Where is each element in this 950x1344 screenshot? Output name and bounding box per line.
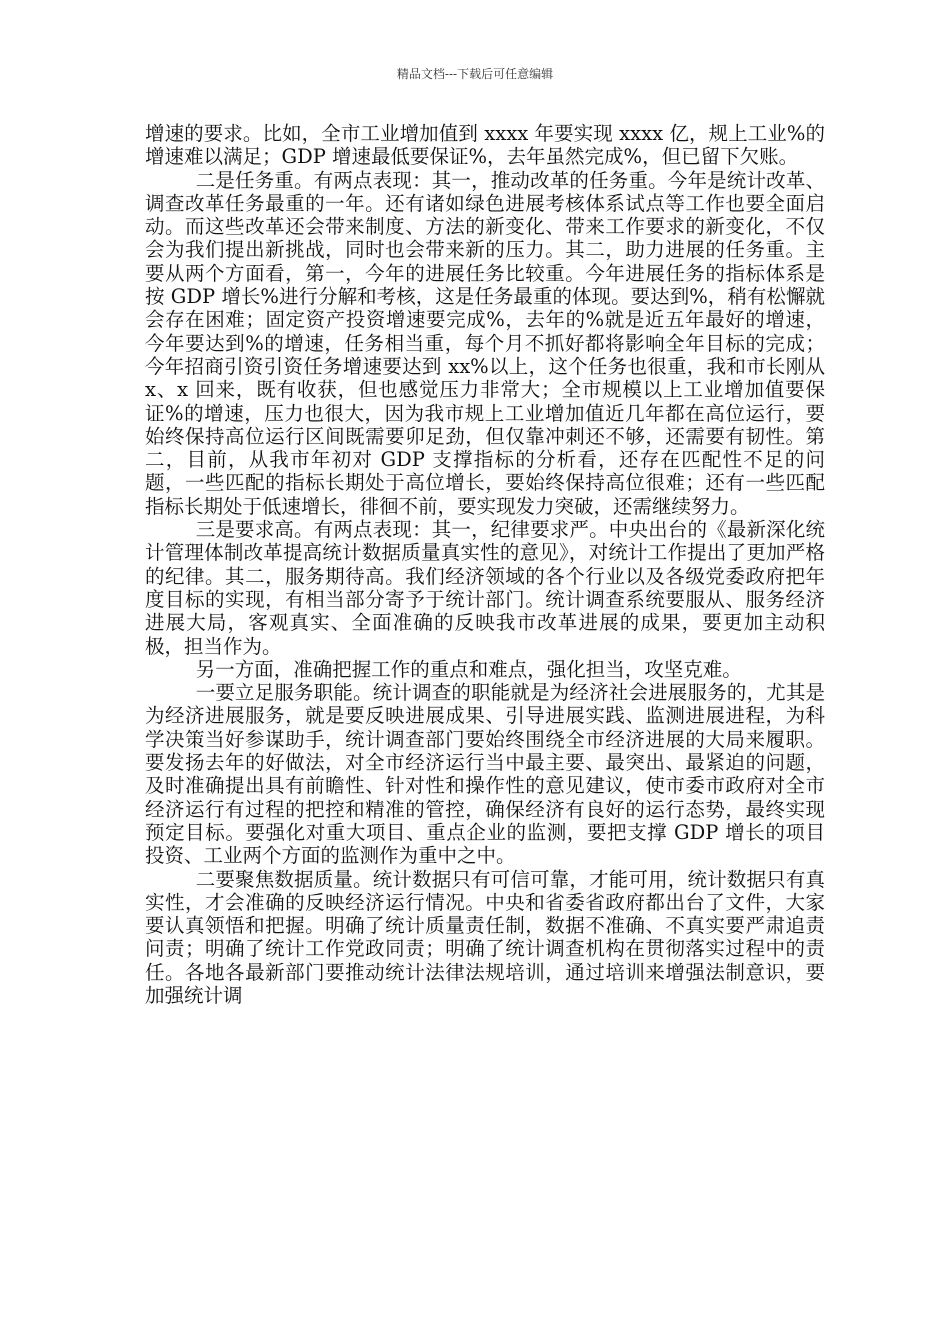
page-header: 精品文档---下载后可任意编辑 [396,67,554,81]
paragraph-6: 二要聚焦数据质量。统计数据只有可信可靠，才能可用，统计数据只有真实性，才会准确的反映经济运行情况。中央和省委省政府都出台了文件，大家要认真领悟和把握。明确了统计质量责任制，数据不准确、不真实要严肃追责问责；明确了统计工作党政同责；明确了统计调查机构在贯彻落实过程中的责任。各地各最新部门要推动统计法律法规培训，通过培训来增强法制意识，要加强统计调 [145,867,825,1007]
paragraph-5: 一要立足服务职能。统计调查的职能就是为经济社会进展服务的，尤其是为经济进展服务，就是要反映进展成果、引导进展实践、监测进展进程，为科学决策当好参谋助手，统计调查部门要始终围绕全市经济进展的大局来履职。要发扬去年的好做法，对全市经济运行当中最主要、最突出、最紧迫的问题，及时准确提出具有前瞻性、针对性和操作性的意见建议，使市委市政府对全市经济运行有过程的把控和精准的管控，确保经济有良好的运行态势，最终实现预定目标。要强化对重大项目、重点企业的监测，要把支撑 GDP 增长的项目投资、工业两个方面的监测作为重中之中。 [145,681,825,868]
paragraph-4: 另一方面，准确把握工作的重点和难点，强化担当，攻坚克难。 [195,657,742,681]
paragraph-3: 三是要求高。有两点表现：其一，纪律要求严。中央出台的《最新深化统计管理体制改革提高统计数据质量真实性的意见》，对统计工作提出了更加严格的纪律。其二，服务期待高。我们经济领域的各个行业以及各级党委政府把年度目标的实现，有相当部分寄予于统计部门。统计调查系统要服从、服务经济进展大局，客观真实、全面准确的反映我市改革进展的成果，要更加主动积极，担当作为。 [145,518,825,658]
paragraph-1: 增速的要求。比如，全市工业增加值到 xxxx 年要实现 xxxx 亿，规上工业%的增速难以满足；GDP 增速最低要保证%，去年虽然完成%，但已留下欠账。 [145,122,825,169]
paragraph-2: 二是任务重。有两点表现：其一，推动改革的任务重。今年是统计改革、调查改革任务最重的一年。还有诸如绿色进展考核体系试点等工作也要全面启动。而这些改革还会带来制度、方法的新变化、带来工作要求的新变化，不仅会为我们提出新挑战，同时也会带来新的压力。其二，助力进展的任务重。主要从两个方面看，第一，今年的进展任务比较重。今年进展任务的指标体系是按 GDP 增长%进行分解和考核，这是任务最重的体现。要达到%，稍有松懈就会存在困难；固定资产投资增速要完成%，去年的%就是近五年最好的增速，今年要达到%的增速，任务相当重，每个月不抓好都将影响全年目标的完成；今年招商引资引资任务增速要达到 xx%以上，这个任务也很重，我和市长刚从 x、x 回来，既有收获，但也感觉压力非常大；全市规模以上工业增加值要保证%的增速，压力也很大，因为我市规上工业增加值近几年都在高位运行，要始终保持高位运行区间既需要卯足劲，但仅靠冲刺还不够，还需要有韧性。第二，目前，从我市年初对 GDP 支撑指标的分析看，还存在匹配性不足的问题，一些匹配的指标长期处于高位增长，要始终保持高位很难；还有一些匹配指标长期处于低速增长，徘徊不前，要实现发力突破，还需继续努力。 [145,168,825,518]
document-body [145,122,825,1007]
